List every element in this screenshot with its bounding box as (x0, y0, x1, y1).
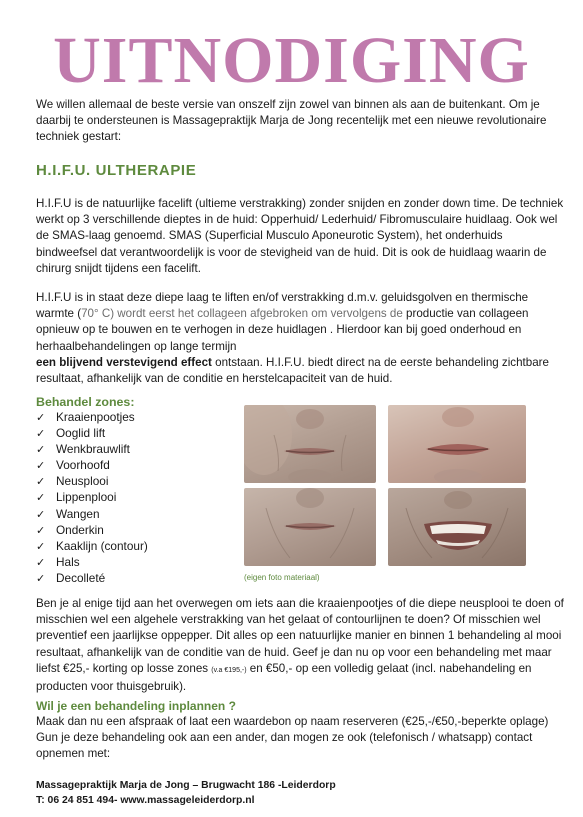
before-photo-mouth (244, 405, 376, 483)
zone-label: Voorhoofd (56, 458, 110, 473)
zone-label: Kraaienpootjes (56, 410, 135, 424)
check-icon: ✓ (36, 444, 46, 457)
check-icon: ✓ (36, 540, 46, 553)
zone-label: Ooglid lift (56, 426, 106, 441)
list-item (36, 410, 148, 426)
zone-label: Onderkin (56, 522, 104, 537)
photo-caption: (eigen foto materiaal) (244, 573, 320, 582)
after-photo-smile (388, 488, 526, 566)
hifu-description-paragraph: H.I.F.U is de natuurlijke facelift (ultieme verstrakking) zonder snijden en zonder down time. De techniek werkt op 3 verschillende dieptes in de huid: Opperhuid/ Lederhuid/ Fibromusculaire huidlaag. Ook wel de SMAS-laag genoemd. SMAS (Superficial Musculo Aponeurotic System), het onderhuids bindweefsel dat verantwoordelijk is voor de stevigheid van de huid. Dit is ook de huidlaag waarin de chirurg snijdt tijdens een facelift. (36, 197, 564, 275)
zones-title: Behandel zones: (36, 395, 135, 409)
appointment-question: Wil je een behandeling inplannen ? (36, 699, 236, 713)
zone-label: Wangen (56, 506, 100, 521)
list-item (36, 426, 148, 442)
check-icon: ✓ (36, 508, 46, 521)
list-item (36, 442, 148, 458)
hifu-effect-paragraph (36, 290, 566, 387)
check-icon: ✓ (36, 572, 46, 585)
zone-label: Hals (56, 554, 80, 569)
check-icon: ✓ (36, 460, 46, 473)
check-icon: ✓ (36, 412, 46, 424)
effect-text-1: H.I.F.U is in staat deze diepe laag te liften en/of verstrakking d.m.v. geluidsgolven en thermische warmte ( (36, 291, 529, 321)
zone-label: Wenkbrauwlift (56, 442, 130, 457)
list-item (36, 490, 148, 506)
zones-list (36, 410, 148, 587)
offer-price-note: (v.a €195,-) (211, 666, 247, 674)
zone-label: Neusplooi (56, 474, 109, 489)
intro-paragraph: We willen allemaal de beste versie van onszelf zijn zowel van binnen als aan de buitenkant. Om je daarbij te ondersteunen is Massagepraktijk Marja de Jong recentelijk met een nieuwe revolutionaire techniek gestart: (36, 98, 547, 144)
offer-text-1: Ben je al enige tijd aan het overwegen om iets aan die kraaienpootjes of die diepe neusplooi te doen of misschien wel een algehele verstrakking van het gelaat of contourlijnen te doen? Of misschien wel preventief een jaarlijkse oppepper. Dit alles op een natuurlijke manier en binnen 1 behandeling al mooi resultaat, afhankelijk van de conditie van de huid. Geef je dan nu op voor een behandeling met maar liefst €25,- korting op losse zones (36, 597, 564, 675)
effect-text-2: productie van collageen opnieuw op te bouwen en te verhogen in deze huidlagen . Hierdoor kan bij goed onderhoud en herhaalbehandelingen op lange termijn (36, 307, 529, 353)
appointment-paragraph: Maak dan nu een afspraak of laat een waardebon op naam reserveren (€25,-/€50,-beperkte oplage) Gun je deze behandeling ook aan een ander, dan mogen ze ook (telefonisch / whatsapp) contact opnemen met: (36, 715, 549, 761)
list-item (36, 571, 148, 587)
list-item (36, 507, 148, 523)
check-icon: ✓ (36, 428, 46, 441)
list-item (36, 474, 148, 490)
offer-paragraph (36, 596, 566, 695)
after-photo-mouth (388, 405, 526, 483)
effect-text-grey: 70° C) wordt eerst het collageen afgebroken om vervolgens de (81, 307, 403, 321)
offer-text-2: en €50,- op een volledig gelaat (incl. nabehandeling en producten voor thuisgebruik). (36, 661, 532, 694)
page-title: UITNODIGING (53, 24, 530, 97)
zone-label: Lippenplooi (56, 490, 117, 505)
zone-label: Decolleté (56, 570, 106, 585)
check-icon: ✓ (36, 492, 46, 505)
list-item (36, 458, 148, 474)
zone-label: Kaaklijn (contour) (56, 538, 148, 553)
footer-address: Massagepraktijk Marja de Jong – Brugwacht 186 -Leiderdorp (36, 780, 336, 791)
list-item (36, 539, 148, 555)
check-icon: ✓ (36, 556, 46, 569)
list-item (36, 523, 148, 539)
effect-text-3: ontstaan. H.I.F.U. biedt direct na de eerste behandeling zichtbare resultaat, afhankelijk van de conditie en herstelcapaciteit van de huid. (36, 355, 549, 386)
check-icon: ✓ (36, 524, 46, 537)
before-photo-face (244, 488, 376, 566)
footer-contact: T: 06 24 851 494- www.massageleiderdorp.nl (36, 795, 255, 806)
contact-footer (36, 778, 336, 808)
list-item (36, 555, 148, 571)
check-icon: ✓ (36, 476, 46, 489)
effect-text-bold: een blijvend verstevigend effect (36, 355, 212, 369)
section-subtitle: H.I.F.U. ULTHERAPIE (36, 162, 197, 179)
